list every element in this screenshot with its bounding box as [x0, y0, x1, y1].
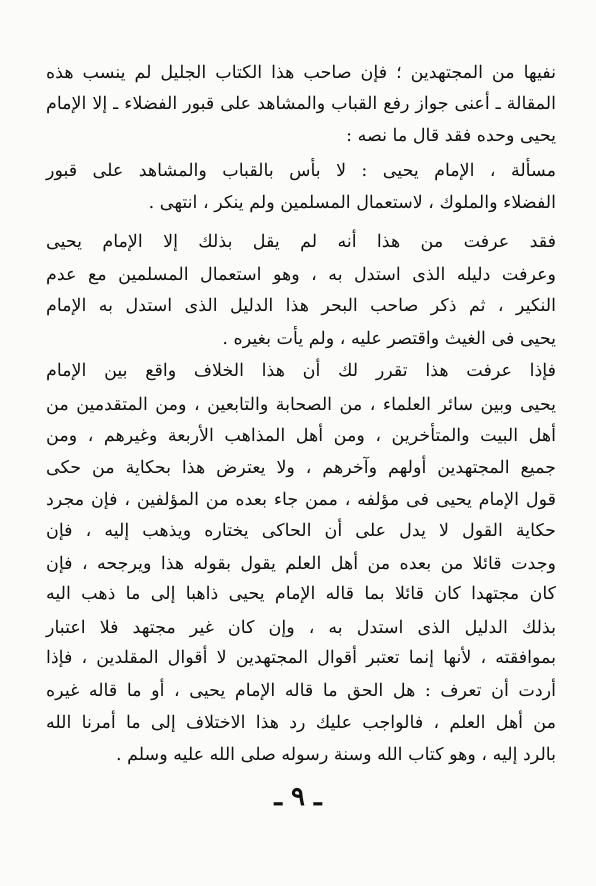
- text-line: يحيى فى الغيث واقتصر عليه ، ولم يأت بغيره .: [222, 329, 556, 349]
- text-line: بالرد إليه ، وهو كتاب الله وسنة رسوله صلى الله عليه وسلم .: [115, 745, 556, 765]
- text-line: نفيها من المجتهدين ؛ فإن صاحب هذا الكتاب الجليل لم ينسب هذه: [46, 63, 556, 83]
- text-line: من أهل العلم ، فالواجب عليك رد هذا الاختلاف إلى ما أمرنا الله: [46, 713, 556, 733]
- text-line: مسألة ، الإمام يحيى : لا بأس بالقباب والمشاهد على قبور: [46, 161, 556, 181]
- text-line: وعرفت دليله الذى استدل به ، وهو استعمال المسلمين مع عدم: [46, 265, 556, 285]
- text-line: بذلك الدليل الذى استدل به ، وإن كان غير مجتهد فلا اعتبار: [46, 618, 556, 638]
- text-line: يحيى وحده فقد قال ما نصه :: [346, 126, 556, 146]
- text-line: قول الإمام يحيى فى مؤلفه ، ممن جاء بعده من المؤلفين ، فإن مجرد: [46, 490, 556, 510]
- text-line: كان مجتهدا كان قائلا بما قاله الإمام يحيى ذاهبا إلى ما ذهب اليه: [46, 584, 556, 604]
- text-line: حكاية القول لا يدل على أن الحاكى يختاره ويذهب إليه ، فإن: [46, 521, 556, 541]
- text-line: فقد عرفت من هذا أنه لم يقل بذلك إلا الإمام يحيى: [46, 232, 556, 252]
- text-line: وجدت قائلا من بعده من أهل العلم يقول بقوله هذا ويرجحه ، فإن: [46, 554, 556, 574]
- text-line: جميع المجتهدين أولهم وآخرهم ، ولا يعترض هذا بحكاية من حكى: [46, 458, 556, 478]
- text-line: فإذا عرفت هذا تقرر لك أن هذا الخلاف واقع بين الإمام: [46, 361, 556, 381]
- text-line: أهل البيت والمتأخرين ، ومن أهل المذاهب الأربعة وغيرهم ، ومن: [46, 426, 556, 446]
- text-line: المقالة ـ أعنى جواز رفع القباب والمشاهد على قبور الفضلاء ـ إلا الإمام: [46, 94, 556, 114]
- text-line: الفضلاء والملوك ، لاستعمال المسلمين ولم ينكر ، انتهى .: [148, 193, 556, 213]
- text-line: أردت أن تعرف : هل الحق ما قاله الإمام يحيى ، أو ما قاله غيره: [46, 681, 556, 701]
- page-number: ـ ٩ ـ: [274, 782, 322, 812]
- text-line: النكير ، ثم ذكر صاحب البحر هذا الدليل الذى استدل به الإمام: [46, 296, 556, 316]
- text-line: يحيى وبين سائر العلماء ، من الصحابة والتابعين ، ومن المتقدمين من: [46, 395, 556, 415]
- text-line: بموافقته ، لأنها إنما تعتبر أقوال المجتهدين لا أقوال المقلدين ، فإذا: [46, 648, 556, 668]
